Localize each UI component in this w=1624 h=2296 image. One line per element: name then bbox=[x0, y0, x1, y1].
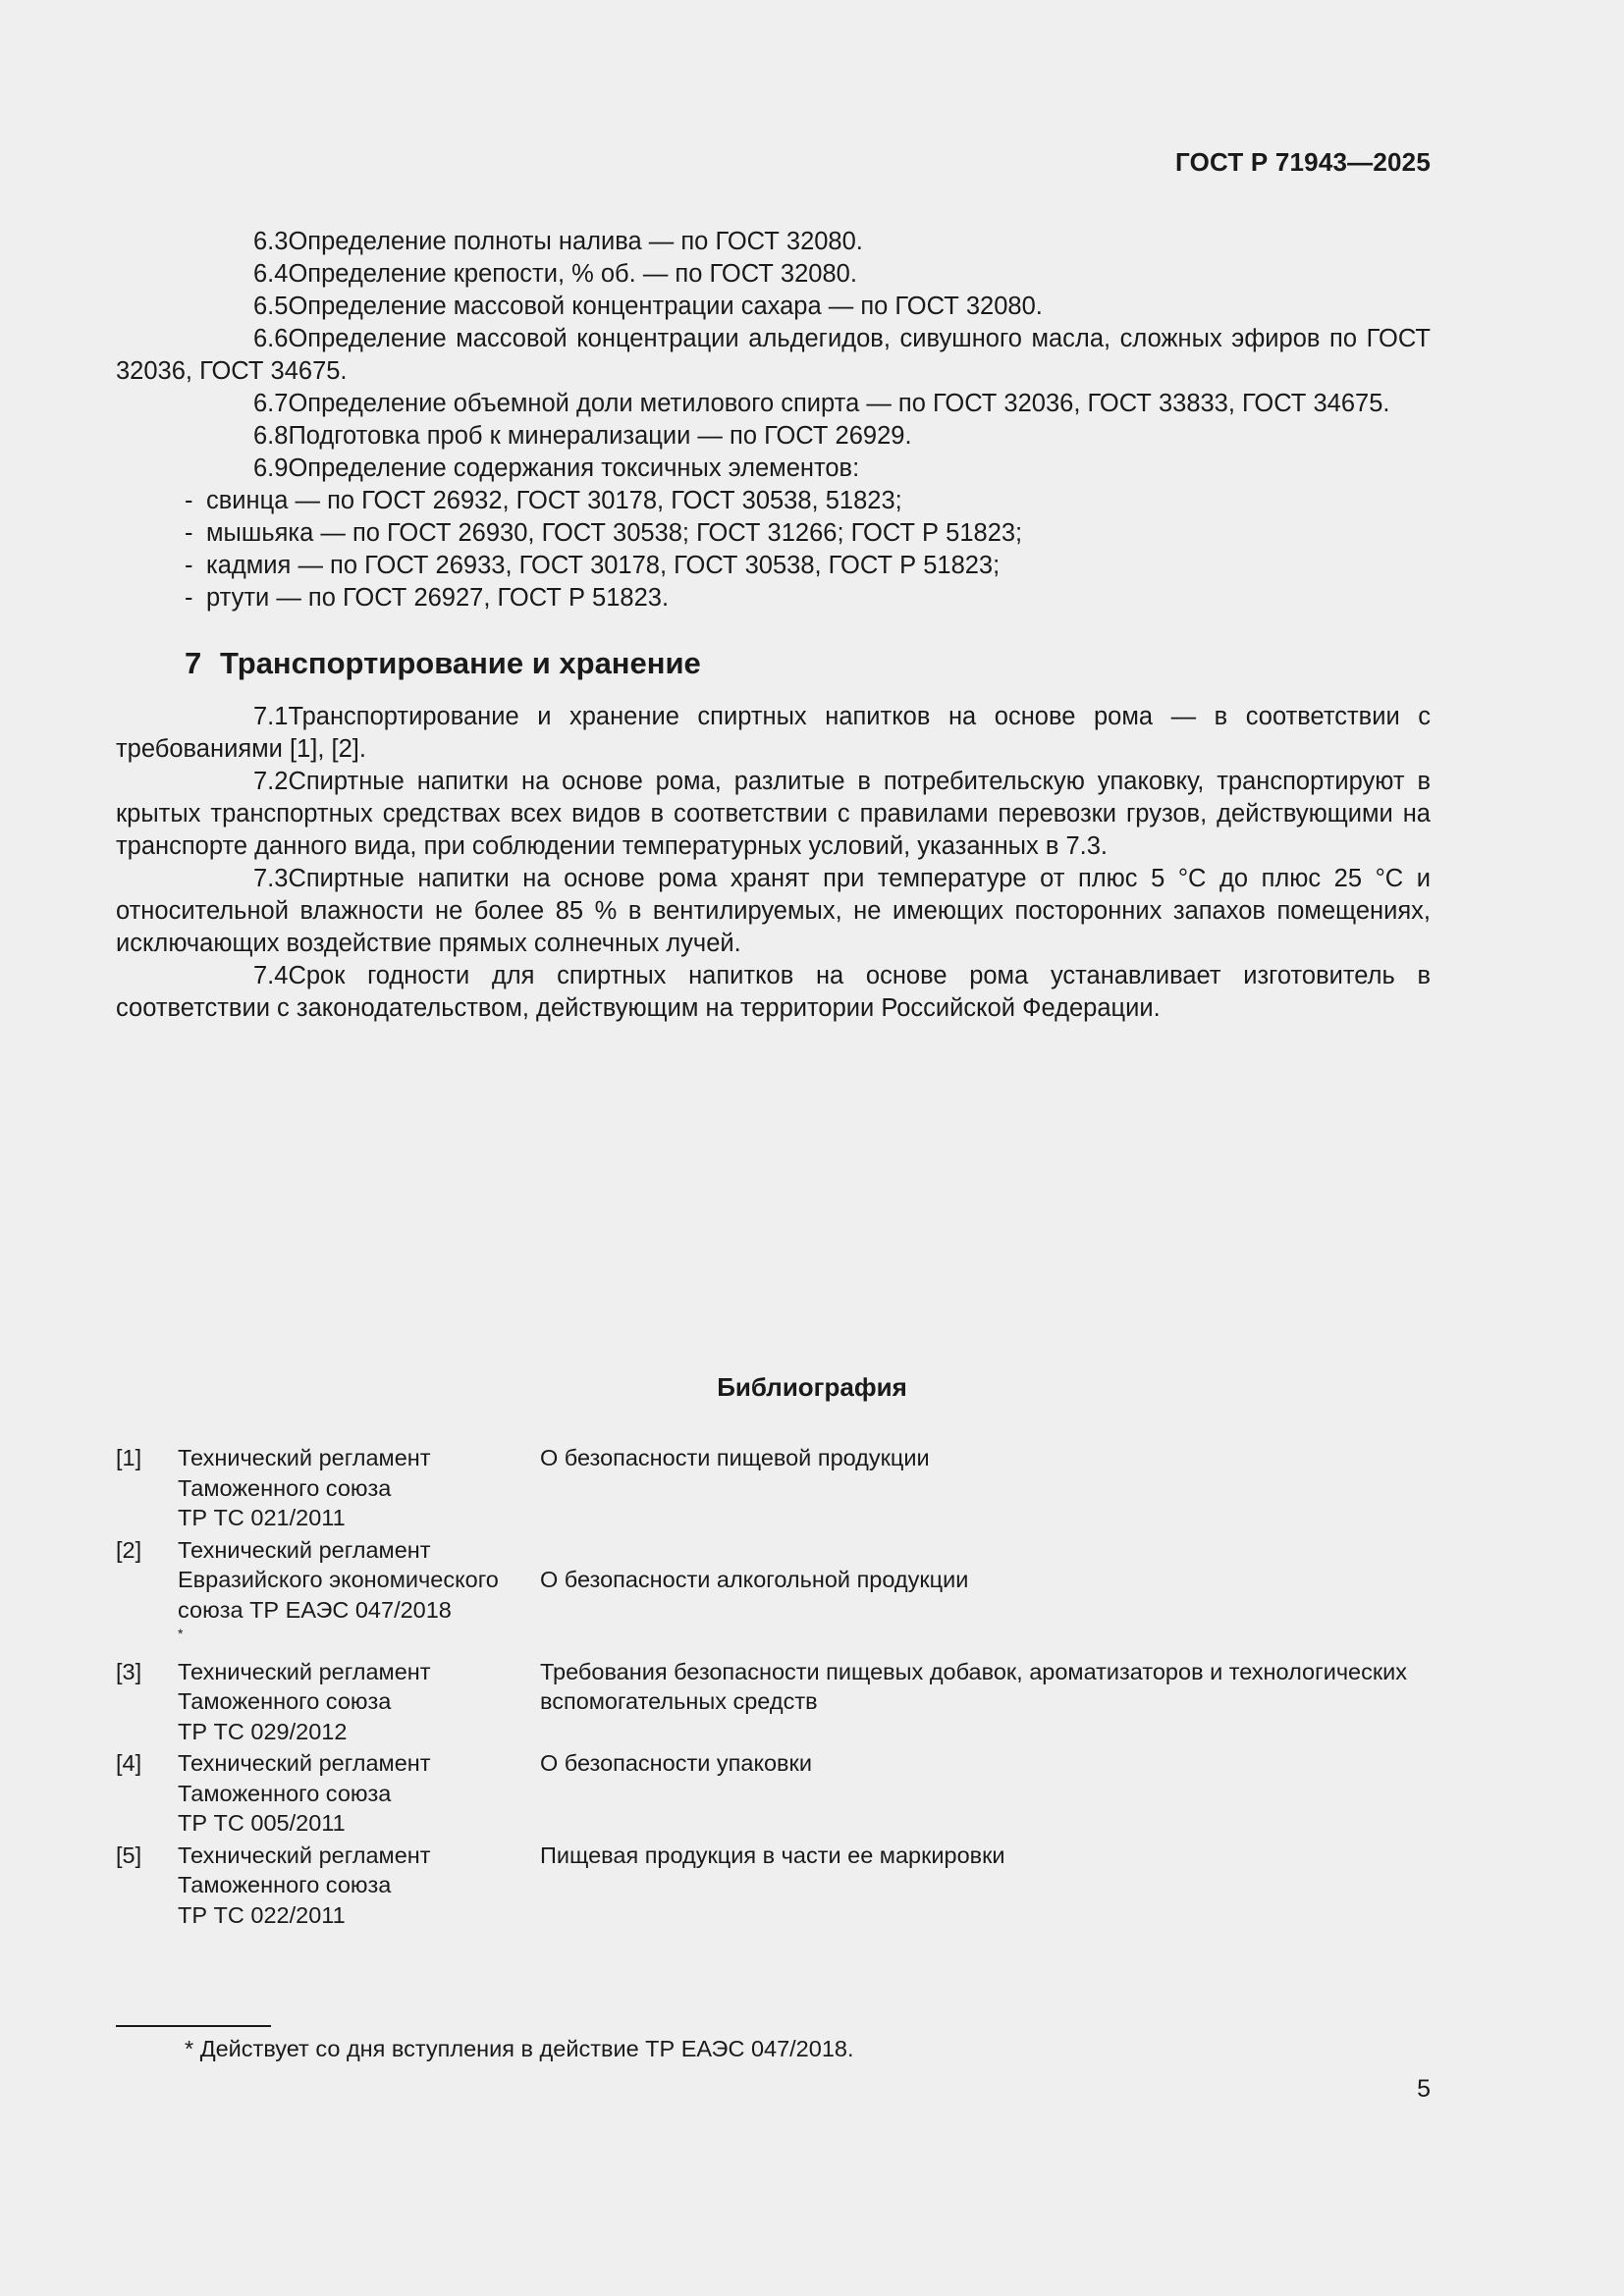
clause-number: 6.7 bbox=[253, 390, 289, 417]
list-dash: - bbox=[185, 487, 193, 514]
bibliography-entry bbox=[116, 1535, 1431, 1655]
list-item-lead bbox=[116, 485, 1431, 517]
entry-doc-line: Технический регламент bbox=[178, 1658, 431, 1684]
footnote bbox=[185, 2034, 854, 2063]
list-dash: - bbox=[185, 584, 193, 612]
entry-title: О безопасности алкогольной продукции bbox=[540, 1567, 969, 1592]
clause-7-2 bbox=[116, 766, 1431, 863]
entry-title: Пищевая продукция в части ее маркировки bbox=[540, 1842, 1005, 1868]
bibliography-entry bbox=[116, 1443, 1431, 1533]
clause-text: Определение содержания токсичных элементов: bbox=[288, 454, 860, 482]
entry-document bbox=[178, 1748, 540, 1839]
section-heading bbox=[185, 644, 1431, 683]
clause-text: Спиртные напитки на основе рома, разлитые в потребительскую упаковку, транспортируют в крытых транспортных средствах всех видов в соответствии с правилами перевозки грузов, действующими на транспорте данного вида, при соблюдении температурных условий, указанных в 7.3. bbox=[116, 768, 1431, 860]
clause-number: 7.2 bbox=[253, 768, 289, 795]
entry-number: [3] bbox=[116, 1658, 142, 1684]
body-text bbox=[116, 226, 1431, 1025]
list-item-text: кадмия — по ГОСТ 26933, ГОСТ 30178, ГОСТ 30538, ГОСТ Р 51823; bbox=[206, 552, 1001, 579]
clause-6-6 bbox=[116, 323, 1431, 388]
clause-text: Транспортирование и хранение спиртных напитков на основе рома — в соответствии с требованиями [1], [2]. bbox=[116, 703, 1431, 763]
clause-text: Определение крепости, % об. — по ГОСТ 32080. bbox=[288, 260, 857, 288]
list-item-text: свинца — по ГОСТ 26932, ГОСТ 30178, ГОСТ 30538, 51823; bbox=[206, 487, 902, 514]
clause-6-8 bbox=[116, 420, 1431, 453]
entry-doc-line: Таможенного союза bbox=[178, 1780, 392, 1806]
entry-number: [4] bbox=[116, 1750, 142, 1776]
clause-text: Подготовка проб к минерализации — по ГОСТ 26929. bbox=[288, 422, 912, 450]
bibliography-title: Библиография bbox=[717, 1372, 907, 1402]
entry-doc-line: Евразийского экономического bbox=[178, 1567, 499, 1592]
page-number: 5 bbox=[1417, 2075, 1431, 2103]
entry-doc-line: Таможенного союза bbox=[178, 1474, 392, 1501]
clause-6-4 bbox=[116, 258, 1431, 291]
clause-number: 6.9 bbox=[253, 454, 289, 482]
entry-document bbox=[178, 1535, 540, 1655]
entry-document bbox=[178, 1443, 540, 1533]
entry-document bbox=[178, 1657, 540, 1747]
clause-6-3 bbox=[116, 226, 1431, 258]
entry-doc-line: ТР ТС 029/2012 bbox=[178, 1718, 348, 1744]
entry-doc-line: Технический регламент bbox=[178, 1445, 431, 1470]
entry-doc-line: Таможенного союза bbox=[178, 1872, 392, 1897]
footnote-divider bbox=[116, 2025, 271, 2027]
clause-number: 7.3 bbox=[253, 865, 289, 892]
entry-number: [2] bbox=[116, 1536, 142, 1563]
entry-doc-line: Технический регламент bbox=[178, 1842, 431, 1868]
bibliography-entry bbox=[116, 1841, 1431, 1931]
document-code: ГОСТ Р 71943—2025 bbox=[1175, 147, 1431, 177]
clause-number: 7.1 bbox=[253, 703, 289, 730]
entry-doc-line bbox=[178, 1595, 540, 1655]
clause-6-7 bbox=[116, 388, 1431, 420]
entry-doc-line: ТР ТС 022/2011 bbox=[178, 1901, 346, 1928]
clause-text: Определение массовой концентрации альдегидов, сивушного масла, сложных эфиров по ГОСТ 32036, ГОСТ 34675. bbox=[116, 325, 1431, 385]
clause-text: Определение массовой концентрации сахара — по ГОСТ 32080. bbox=[288, 293, 1043, 320]
bibliography-entry bbox=[116, 1657, 1431, 1747]
list-item-mercury bbox=[116, 582, 1431, 614]
list-item-arsenic bbox=[116, 517, 1431, 550]
entry-doc-line: ТР ТС 021/2011 bbox=[178, 1505, 346, 1530]
entry-title: Требования безопасности пищевых добавок, ароматизаторов и технологических вспомогательных средств bbox=[540, 1658, 1408, 1714]
entry-doc-line: Технический регламент bbox=[178, 1536, 431, 1563]
clause-number: 7.4 bbox=[253, 962, 289, 989]
clause-number: 6.6 bbox=[253, 325, 289, 352]
footnote-marker: * bbox=[178, 1626, 184, 1642]
clause-text: Определение полноты налива — по ГОСТ 32080. bbox=[288, 228, 863, 255]
clause-7-1 bbox=[116, 701, 1431, 766]
clause-number: 6.5 bbox=[253, 293, 289, 320]
clause-number: 6.4 bbox=[253, 260, 289, 288]
entry-doc-line-text: союза ТР ЕАЭС 047/2018 bbox=[178, 1596, 452, 1623]
clause-6-9 bbox=[116, 453, 1431, 485]
entry-title: О безопасности пищевой продукции bbox=[540, 1445, 930, 1470]
clause-text: Определение объемной доли метилового спирта — по ГОСТ 32036, ГОСТ 33833, ГОСТ 34675. bbox=[288, 390, 1390, 417]
bibliography-entry bbox=[116, 1748, 1431, 1839]
clause-7-3 bbox=[116, 863, 1431, 960]
entry-doc-line: Технический регламент bbox=[178, 1750, 431, 1776]
entry-document bbox=[178, 1841, 540, 1931]
entry-doc-line: ТР ТС 005/2011 bbox=[178, 1810, 346, 1836]
clause-text: Срок годности для спиртных напитков на основе рома устанавливает изготовитель в соответствии с законодательством, действующим на территории Российской Федерации. bbox=[116, 962, 1431, 1022]
bibliography-list bbox=[116, 1443, 1431, 1932]
entry-title: О безопасности упаковки bbox=[540, 1750, 812, 1776]
footnote-marker: * bbox=[185, 2036, 194, 2061]
entry-number: [1] bbox=[116, 1445, 142, 1470]
clause-6-5 bbox=[116, 291, 1431, 323]
list-item-text: мышьяка — по ГОСТ 26930, ГОСТ 30538; ГОСТ 31266; ГОСТ Р 51823; bbox=[206, 519, 1023, 547]
entry-doc-line: Таможенного союза bbox=[178, 1688, 392, 1714]
list-item-text: ртути — по ГОСТ 26927, ГОСТ Р 51823. bbox=[206, 584, 670, 612]
clause-text: Спиртные напитки на основе рома хранят при температуре от плюс 5 °С до плюс 25 °С и относительной влажности не более 85 % в вентилируемых, не имеющих посторонних запахов помещениях, исключающих воздействие прямых солнечных лучей. bbox=[116, 865, 1431, 957]
entry-number: [5] bbox=[116, 1842, 142, 1868]
section-title-text: Транспортирование и хранение bbox=[220, 646, 701, 680]
list-dash: - bbox=[185, 552, 193, 579]
footnote-text: Действует со дня вступления в действие ТР ЕАЭС 047/2018. bbox=[199, 2036, 854, 2061]
clause-number: 6.3 bbox=[253, 228, 289, 255]
clause-7-4 bbox=[116, 960, 1431, 1025]
list-dash: - bbox=[185, 519, 193, 547]
clause-number: 6.8 bbox=[253, 422, 289, 450]
list-item-cadmium bbox=[116, 550, 1431, 582]
section-number: 7 bbox=[185, 646, 202, 680]
